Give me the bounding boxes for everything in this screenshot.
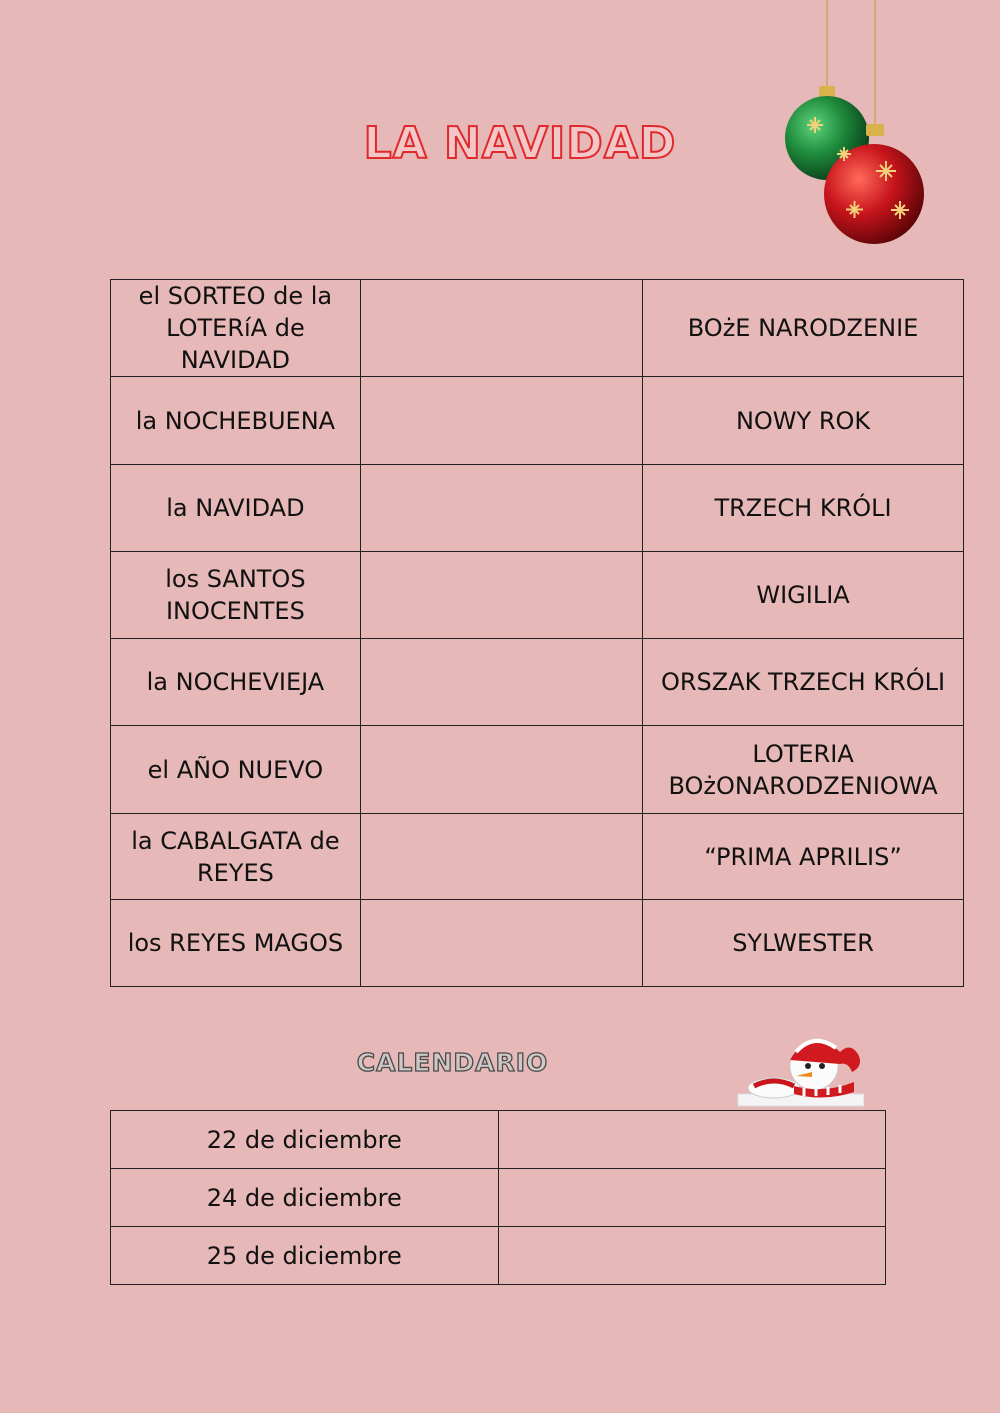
answer-cell[interactable]: [498, 1111, 886, 1169]
calendar-title: CALENDARIO: [356, 1048, 549, 1077]
polish-term: NOWY ROK: [643, 377, 964, 465]
calendar-date: 22 de diciembre: [111, 1111, 499, 1169]
table-row: [111, 552, 964, 639]
answer-cell[interactable]: [360, 552, 642, 639]
polish-term: WIGILIA: [643, 552, 964, 639]
answer-cell[interactable]: [360, 726, 642, 814]
calendar-date: 24 de diciembre: [111, 1169, 499, 1227]
answer-cell[interactable]: [360, 465, 642, 552]
answer-cell[interactable]: [360, 639, 642, 726]
calendar-table: [110, 1110, 886, 1285]
table-row: [111, 814, 964, 900]
table-row: [111, 1227, 886, 1285]
table-row: [111, 377, 964, 465]
spanish-term: la CABALGATA de REYES: [111, 814, 361, 900]
table-row: [111, 1169, 886, 1227]
spanish-term: la NOCHEBUENA: [111, 377, 361, 465]
table-row: [111, 900, 964, 987]
table-row: [111, 280, 964, 377]
christmas-ornaments-icon: [770, 0, 940, 260]
page-title: LA NAVIDAD: [363, 118, 677, 169]
polish-term: LOTERIA BOżONARODZENIOWA: [643, 726, 964, 814]
answer-cell[interactable]: [360, 900, 642, 987]
answer-cell[interactable]: [360, 280, 642, 377]
spanish-term: el SORTEO de la LOTERíA de NAVIDAD: [111, 280, 361, 377]
spanish-term: la NOCHEVIEJA: [111, 639, 361, 726]
polish-term: TRZECH KRÓLI: [643, 465, 964, 552]
polish-term: “PRIMA APRILIS”: [643, 814, 964, 900]
table-row: [111, 639, 964, 726]
table-row: [111, 726, 964, 814]
spanish-term: el AÑO NUEVO: [111, 726, 361, 814]
calendar-date: 25 de diciembre: [111, 1227, 499, 1285]
spanish-term: la NAVIDAD: [111, 465, 361, 552]
table-row: [111, 1111, 886, 1169]
polish-term: BOżE NARODZENIE: [643, 280, 964, 377]
spanish-term: los SANTOS INOCENTES: [111, 552, 361, 639]
spanish-term: los REYES MAGOS: [111, 900, 361, 987]
vocabulary-table: [110, 279, 964, 987]
polish-term: SYLWESTER: [643, 900, 964, 987]
polish-term: ORSZAK TRZECH KRÓLI: [643, 639, 964, 726]
table-row: [111, 465, 964, 552]
answer-cell[interactable]: [360, 377, 642, 465]
answer-cell[interactable]: [498, 1227, 886, 1285]
answer-cell[interactable]: [360, 814, 642, 900]
answer-cell[interactable]: [498, 1169, 886, 1227]
snowman-icon: [734, 1030, 864, 1108]
